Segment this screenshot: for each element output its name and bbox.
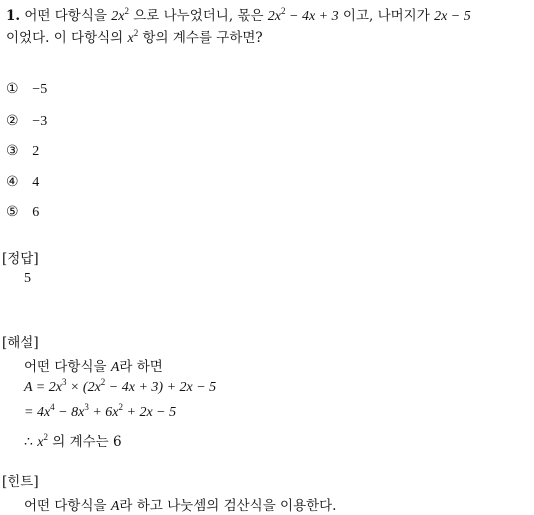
hint-heading: [힌트] <box>2 474 39 490</box>
hint-text: 어떤 다항식을 A라 하고 나눗셈의 검산식을 이용한다. <box>24 498 337 514</box>
choice-value: −5 <box>32 82 48 97</box>
choice-mark: ⑤ <box>6 204 19 220</box>
question-text: 으로 나누었더니, 몫은 <box>133 8 264 24</box>
question-line-1 <box>6 4 471 25</box>
question-text: 항의 계수를 구하면? <box>142 30 263 46</box>
remainder-expression: 2x − 5 <box>434 9 471 24</box>
choice-value: 4 <box>32 175 40 190</box>
choice-mark: ④ <box>6 174 19 190</box>
choice-mark: ③ <box>6 143 19 159</box>
answer-heading: [정답] <box>2 251 39 267</box>
explanation-line-1: 어떤 다항식을 A라 하면 <box>24 359 163 375</box>
question-text: 어떤 다항식을 <box>24 8 107 24</box>
choice-mark: ② <box>6 113 19 129</box>
divisor-expression: $2x^2$ <box>111 6 129 24</box>
choice-4[interactable] <box>6 174 39 191</box>
choice-value: −3 <box>32 114 48 129</box>
question-text: 이고, 나머지가 <box>342 8 430 24</box>
explanation-conclusion: ∴ $x^2$ 의 계수는 6 <box>24 432 122 450</box>
explanation-equation-2: = $4x^4 - 8x^3 + 6x^2 + 2x - 5$ <box>24 402 177 420</box>
choice-value: 2 <box>32 144 40 159</box>
therefore-symbol: ∴ <box>24 435 33 450</box>
choice-5[interactable] <box>6 204 39 221</box>
term-expression: $x^2$ <box>127 28 139 46</box>
explanation-heading: [해설] <box>2 335 39 351</box>
choice-1[interactable] <box>6 81 47 98</box>
question-line-2 <box>6 26 263 47</box>
quotient-expression: $2x^2 - 4x + 3$ <box>267 6 339 24</box>
question-number: 1. <box>6 8 21 24</box>
choice-2[interactable] <box>6 113 47 130</box>
explanation-equation-1: $A = 2x^3 \times (2x^2 - 4x + 3) + 2x - 5$ <box>24 377 217 395</box>
choice-value: 6 <box>32 205 40 220</box>
answer-value: 5 <box>24 271 31 286</box>
choice-3[interactable] <box>6 143 39 160</box>
choice-mark: ① <box>6 81 19 97</box>
question-text: 이었다. 이 다항식의 <box>6 30 124 46</box>
